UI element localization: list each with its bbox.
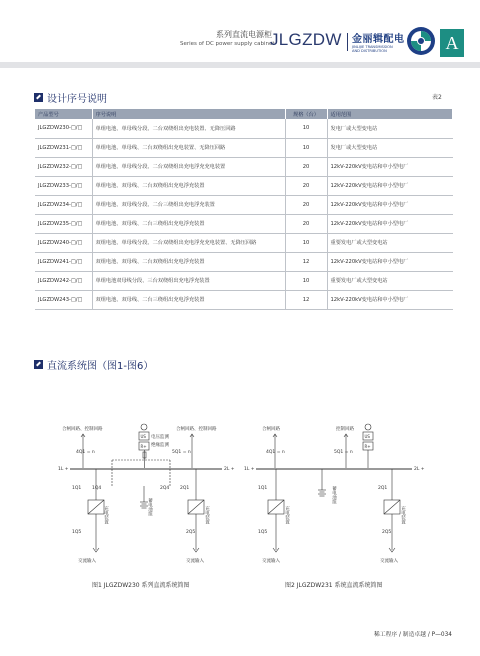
d1-ac-right-label: 交流输入 [186, 559, 204, 564]
cell-model: JLGZDW243-□/□ [35, 290, 92, 309]
table-row [35, 176, 453, 195]
d2-meter-u-label: US [364, 434, 370, 439]
section-tab-letter: A [440, 29, 464, 57]
edit-icon [34, 360, 43, 369]
table-row [35, 233, 453, 252]
d2-1q5-label: 1Q5 [258, 530, 268, 535]
d1-voltage-monitor-label: 电压监测 [151, 435, 169, 440]
brand-name-en-1: JINLIJIE TRANSMISSION [352, 45, 393, 49]
d1-bus-right-label: 2L + [224, 467, 235, 472]
cell-spec: 10 [285, 119, 327, 138]
brand-name-cn: 金丽辑配电 [352, 34, 405, 45]
d1-2q1-label: 2Q1 [180, 486, 190, 491]
table-row [35, 119, 453, 138]
d2-ac-left-label: 交流输入 [262, 559, 280, 564]
table-header-row [35, 109, 453, 119]
col-header-spec: 规格（台） [285, 109, 327, 119]
company-logo-icon [406, 26, 436, 56]
page-header [0, 0, 480, 66]
d1-battery-label: 蓄电池组 [147, 498, 153, 516]
section-title: 设计序号说明 [47, 94, 107, 105]
cell-desc: 单组电池、双母线分段、二台三绕组出充电浮充装置 [92, 195, 285, 214]
cell-spec: 20 [285, 157, 327, 176]
d2-meter-circle [365, 424, 371, 430]
d1-ac-left-label: 交流输入 [78, 559, 96, 564]
cell-desc: 单组电池双母线分段、三台双绕组出充电浮充装置 [92, 271, 285, 290]
dc-system-diagrams [0, 390, 480, 600]
cell-scope: 12kV-220kV变电站和中小型电厂 [327, 290, 453, 309]
cell-model: JLGZDW240-□/□ [35, 233, 92, 252]
cell-spec: 20 [285, 195, 327, 214]
d1-insulation-monitor-label: 绝缘监测 [151, 443, 169, 448]
d1-bus-left-label: 1L + [58, 467, 69, 472]
d2-meter-r-label: R+ [364, 444, 371, 449]
cell-scope: 发电厂或大型变电站 [327, 138, 453, 157]
cell-scope: 发电厂或大型变电站 [327, 119, 453, 138]
col-header-desc: 序号说明 [92, 109, 285, 119]
cell-model: JLGZDW234-□/□ [35, 195, 92, 214]
col-header-model: 产品型号 [35, 109, 92, 119]
cell-scope: 重要发电厂或大型变电站 [327, 271, 453, 290]
cell-model: JLGZDW231-□/□ [35, 138, 92, 157]
table-row [35, 138, 453, 157]
cell-desc: 单组电池、单母线、二台双绕组出充电装置、无降压回路 [92, 138, 285, 157]
model-title: JLGZDW [270, 30, 342, 49]
cell-spec: 10 [285, 138, 327, 157]
edit-icon [34, 93, 43, 102]
diagram-1 [58, 424, 235, 564]
cell-desc: 单组电池、双母线、二台双绕组出充电浮充装置 [92, 176, 285, 195]
cell-model: JLGZDW235-□/□ [35, 214, 92, 233]
d2-2q1-label: 2Q1 [378, 486, 388, 491]
d2-feeder-left-label: 合闸回路 [262, 427, 280, 432]
table-row [35, 157, 453, 176]
cell-model: JLGZDW230-□/□ [35, 119, 92, 138]
cell-model: JLGZDW242-□/□ [35, 271, 92, 290]
d1-meter-r-label: R+ [140, 444, 147, 449]
d2-ac-right-label: 交流输入 [380, 559, 398, 564]
d2-bus-right-label: 2L + [414, 467, 425, 472]
cell-spec: 10 [285, 271, 327, 290]
series-title-cn: 系列直流电源柜 [216, 30, 272, 39]
series-title-en: Series of DC power supply cabinet [180, 41, 275, 47]
d1-charger-diag [188, 500, 204, 514]
cell-spec: 20 [285, 176, 327, 195]
diagrams-svg [0, 390, 480, 600]
cell-desc: 单组电池、双母线、二台三绕组出充电浮充装置 [92, 214, 285, 233]
cell-model: JLGZDW233-□/□ [35, 176, 92, 195]
d1-1q1-label: 1Q1 [72, 486, 82, 491]
d2-2q5-label: 2Q5 [382, 530, 392, 535]
page-footer: 稀工程序 / 制造卓越 / P—034 [373, 632, 452, 638]
cell-spec: 10 [285, 233, 327, 252]
design-number-table [35, 109, 453, 310]
cell-scope: 12kV-220kV变电站和中小型电厂 [327, 176, 453, 195]
brand-name-en-2: AND DISTRIBUTION [352, 49, 387, 54]
cell-spec: 12 [285, 252, 327, 271]
cell-scope: 12kV-220kV变电站和中小型电厂 [327, 214, 453, 233]
d1-2q4-label: 2Q4 [160, 486, 170, 491]
cell-scope: 重要发电厂或大型变电站 [327, 233, 453, 252]
cell-desc: 双组电池、双母线、二台双绕组出充电浮充装置 [92, 252, 285, 271]
d2-charger-diag [268, 500, 284, 514]
table-row [35, 252, 453, 271]
table-number: 表2 [432, 94, 442, 101]
cell-desc: 单组电池、单母线分段、二台双绕组出充电浮充充电装置 [92, 157, 285, 176]
d2-battery-label: 蓄电池组 [331, 486, 337, 504]
d2-feeder-right-label: 控制回路 [336, 427, 354, 432]
d1-5q1-label: 5Q1 = n [172, 450, 191, 455]
header-band [0, 62, 480, 68]
d2-bus-left-label: 1L + [244, 467, 255, 472]
table-row [35, 214, 453, 233]
d1-feeder-right-label: 合闸回路、控制回路 [176, 427, 217, 432]
d1-1q5-label: 1Q5 [72, 530, 82, 535]
d1-4q1-label: 4Q1 = n [76, 450, 95, 455]
brand-block [352, 30, 405, 54]
cell-scope: 12kV-220kV变电站和中小型电厂 [327, 252, 453, 271]
diagram-2 [244, 424, 425, 564]
d2-5q1-label: 5Q1 = n [334, 450, 353, 455]
d2-1q1-label: 1Q1 [258, 486, 268, 491]
d1-charger-left-label: 充电装置 [103, 506, 109, 524]
section-heading-design [34, 90, 107, 105]
d2-charger-left-label: 充电装置 [284, 506, 290, 524]
cell-desc: 双组电池、双母线、二台三绕组出充电浮充装置 [92, 290, 285, 309]
d2-4q1-label: 4Q1 = n [266, 450, 285, 455]
d1-meter-u-label: US [140, 434, 146, 439]
d1-charger-right-label: 充电装置 [204, 506, 210, 524]
d2-charger-diag [384, 500, 400, 514]
cell-spec: 12 [285, 290, 327, 309]
cell-spec: 20 [285, 214, 327, 233]
cell-scope: 12kV-220kV变电站和中小型电厂 [327, 195, 453, 214]
diagram-1-caption: 图1 JLGZDW230 系列直流系统简图 [92, 582, 190, 589]
table-row [35, 290, 453, 309]
d2-charger-right-label: 充电装置 [400, 506, 406, 524]
cell-desc: 双组电池、单母线分段、二台双绕组出充电浮充充电装置、无降压回路 [92, 233, 285, 252]
cell-model: JLGZDW241-□/□ [35, 252, 92, 271]
d1-feeder-left-label: 合闸回路、控制回路 [62, 427, 103, 432]
table-row [35, 271, 453, 290]
col-header-scope: 适用范围 [327, 109, 453, 119]
cell-desc: 单组电池、单母线分段、二台双绕组出充电装置、无降压回路 [92, 119, 285, 138]
header-divider [347, 33, 348, 51]
d1-charger-diag [88, 500, 104, 514]
d1-meter-circle [141, 424, 147, 430]
cell-scope: 12kV-220kV变电站和中小型电厂 [327, 157, 453, 176]
table-row [35, 195, 453, 214]
section-title: 直流系统图（图1-图6） [47, 361, 154, 372]
diagram-2-caption: 图2 JLGZDW231 系统直流系统简图 [285, 582, 383, 589]
d1-2q5-label: 2Q5 [186, 530, 196, 535]
cell-model: JLGZDW232-□/□ [35, 157, 92, 176]
d1-1q4-label: 1Q4 [92, 486, 102, 491]
section-heading-dc-system [34, 357, 153, 372]
